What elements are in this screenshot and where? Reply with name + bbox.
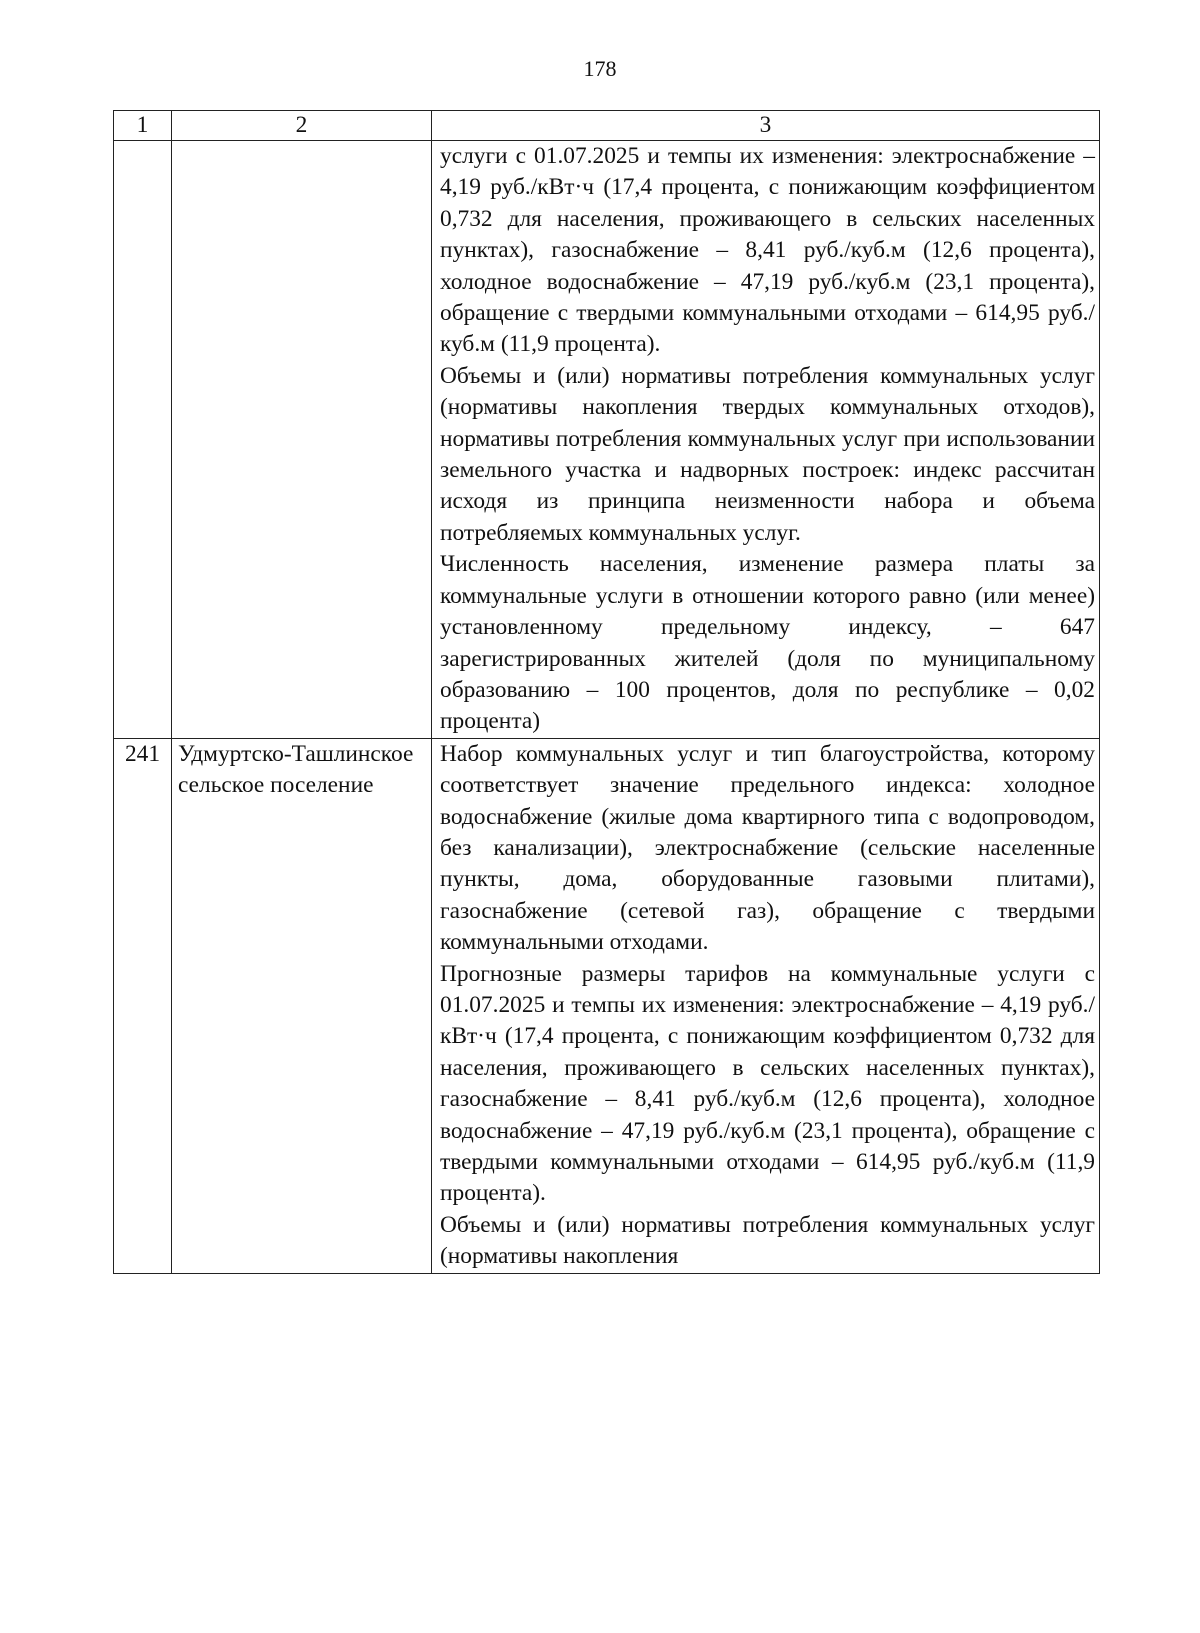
paragraph-tariffs: услуги с 01.07.2025 и темпы их изменения: электроснабжение – 4,19 руб./кВт·ч (17,4 процента, с понижающим коэффициентом 0,732 для населения, проживающего в сельских населенных пунктах), газоснабжение – 8,41 руб./куб.м (12,6 процента), холодное водоснабжение – 47,19 руб./куб.м (23,1 процента), обращение с твердыми коммунальными отходами – 614,95 руб./куб.м (11,9 процента). [440, 143, 1095, 358]
description-cell [432, 738, 1100, 1273]
paragraph-tariffs: Прогнозные размеры тарифов на коммунальные услуги с 01.07.2025 и темпы их изменения: электроснабжение – 4,19 руб./кВт·ч (17,4 процента, с понижающим коэффициентом 0,732 для населения, проживающего в сельских населенных пунктах), газоснабжение – 8,41 руб./куб.м (12,6 процента), холодное водоснабжение – 47,19 руб./куб.м (23,1 процента), обращение с твердыми коммунальными отходами – 614,95 руб./куб.м (11,9 процента). [440, 960, 1095, 1207]
paragraph-population: Численность населения, изменение размера платы за коммунальные услуги в отношении которого равно (или менее) установленному предельному индексу, – 647 зарегистрированных жителей (доля по муниципальному образованию – 100 процентов, доля по республике – 0,02 процента) [440, 551, 1095, 735]
table-row-241 [114, 738, 1100, 1273]
data-table [113, 110, 1100, 1274]
paragraph-volumes: Объемы и (или) нормативы потребления коммунальных услуг (нормативы накопления твердых коммунальных отходов), нормативы потребления коммунальных услуг при использовании земельного участка и надворных построек: индекс рассчитан исходя из принципа неизменности набора и объема потребляемых коммунальных услуг. [440, 362, 1095, 546]
column-header-3: 3 [432, 111, 1100, 141]
description-cell [432, 141, 1100, 739]
municipality-name-cell [172, 141, 432, 739]
paragraph-services-set: Набор коммунальных услуг и тип благоустройства, которому соответствует значение предельного индекса: холодное водоснабжение (жилые дома квартирного типа с водопроводом, без канализации), электроснабжение (сельские населенные пункты, дома, оборудованные газовыми плитами), газоснабжение (сетевой газ), обращение с твердыми коммунальными отходами. [440, 740, 1095, 956]
row-number-cell [114, 141, 172, 739]
municipality-name-cell: Удмуртско-Ташлинское сельское поселение [172, 738, 432, 1273]
column-header-1: 1 [114, 111, 172, 141]
table-header-row [114, 111, 1100, 141]
column-header-2: 2 [172, 111, 432, 141]
row-number-cell: 241 [114, 738, 172, 1273]
paragraph-volumes: Объемы и (или) нормативы потребления коммунальных услуг (нормативы накопления [440, 1211, 1095, 1270]
table-row-continued [114, 141, 1100, 739]
page-number: 178 [583, 56, 617, 81]
